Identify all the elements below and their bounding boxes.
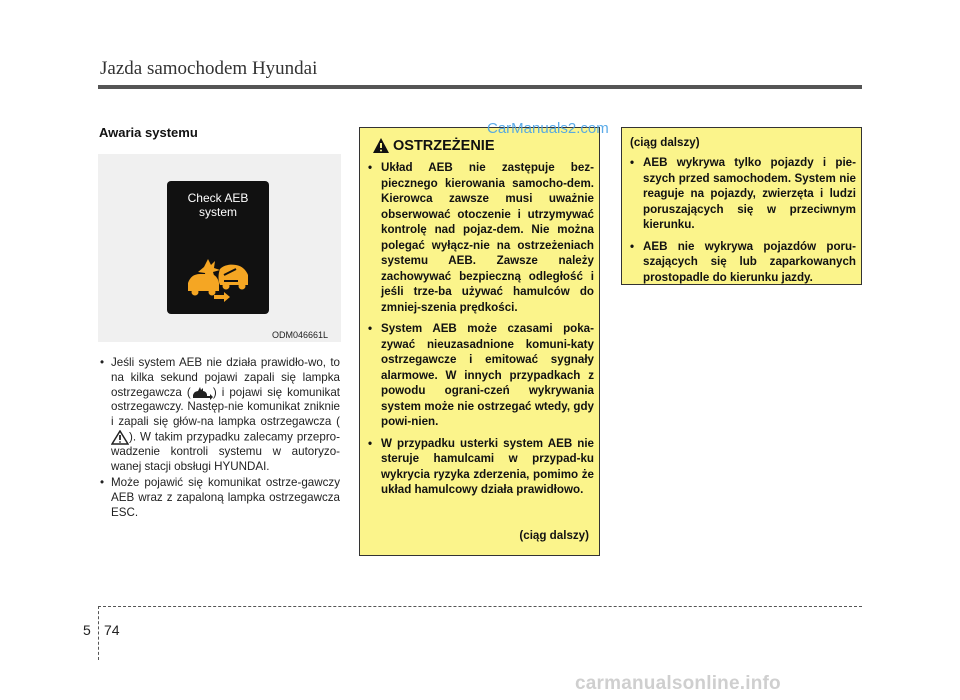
- watermark-bottom: carmanualsonline.info: [575, 673, 781, 694]
- page-header-title: Jazda samochodem Hyundai: [100, 58, 318, 79]
- display-line-2: system: [198, 205, 237, 219]
- page-number: 74: [104, 622, 120, 638]
- aeb-warning-icon: [184, 237, 252, 305]
- display-message: [167, 191, 269, 219]
- continued-list: [630, 155, 856, 291]
- display-line-1: Check AEB: [187, 191, 249, 205]
- header-rule: [98, 85, 862, 89]
- list-item: • AEB nie wykrywa pojazdów poru-szających się lub zaparkowanych prostopadle do kierunku jazdy.: [630, 239, 856, 286]
- figure-aeb-display: [98, 154, 341, 342]
- list-item: • W przypadku usterki system AEB nie steruje hamulcami w przypad-ku wykrycia ryzyka zderzenia, pomimo że układ hamulcowy działa prawidłowo.: [368, 436, 594, 498]
- warning-box: [359, 127, 600, 556]
- warning-heading: [373, 138, 495, 154]
- list-item: • Układ AEB nie zastępuje bez-piecznego kierowania samocho-dem. Kierowca zawsze musi uważnie obserwować otoczenie i utrzymywać kontrolę nad pojaz-dem. Nie można polegać wyłącz-nie na ostrzeżeniach systemu AEB. Zawsze należy zachowywać bezpieczną odległość i jeśli trze-ba używać hamulców do zmniej-szenia prędkości.: [368, 160, 594, 315]
- chapter-number: 5: [83, 622, 91, 638]
- warning-triangle-icon: [111, 430, 129, 445]
- list-item: • Jeśli system AEB nie działa prawidło-wo, to na kilka sekund pojawi zapali się lampka ostrzegawcza ( ) i pojawi się komunikat ostrzegawczy. Następ-nie komunikat zniknie i zapali się głów-na lampka ostrzegawcza (). W takim przypadku zalecamy przepro-wadzenie kontroli systemu w autoryzo-wanej stacji obsługi HYUNDAI.: [100, 356, 340, 475]
- list-item: • AEB wykrywa tylko pojazdy i pie-szych przed samochodem. System nie reaguje na pojazdy, zwierzęta i ludzi poruszających się w przeciwnym kierunku.: [630, 155, 856, 233]
- continued-label: (ciąg dalszy): [519, 529, 589, 542]
- aeb-lamp-icon: [191, 386, 213, 400]
- footer-divider: [98, 606, 99, 660]
- section-heading: Awaria systemu: [99, 125, 198, 140]
- list-item: • Może pojawić się komunikat ostrze-gawczy AEB wraz z zapaloną lampka ostrzegawcza ESC.: [100, 476, 340, 520]
- watermark-top: CarManuals2.com: [487, 120, 609, 137]
- warning-title: OSTRZEŻENIE: [393, 138, 495, 154]
- footer-rule: [98, 606, 862, 607]
- left-bullet-list: [100, 356, 340, 521]
- continued-box: [621, 127, 862, 285]
- continued-heading: (ciąg dalszy): [630, 136, 700, 149]
- list-item: • System AEB może czasami poka-zywać nieuzasadnione komuni-katy ostrzegawcze i emitować sygnały alarmowe. W innych przypadkach z powodu ograni-czeń wykrywania system może nie ostrzegać wtedy, gdy powi-nien.: [368, 321, 594, 430]
- cluster-display: [167, 181, 269, 314]
- figure-code: ODM046661L: [272, 330, 329, 340]
- warning-triangle-icon: [373, 138, 389, 153]
- warning-list: [368, 160, 594, 504]
